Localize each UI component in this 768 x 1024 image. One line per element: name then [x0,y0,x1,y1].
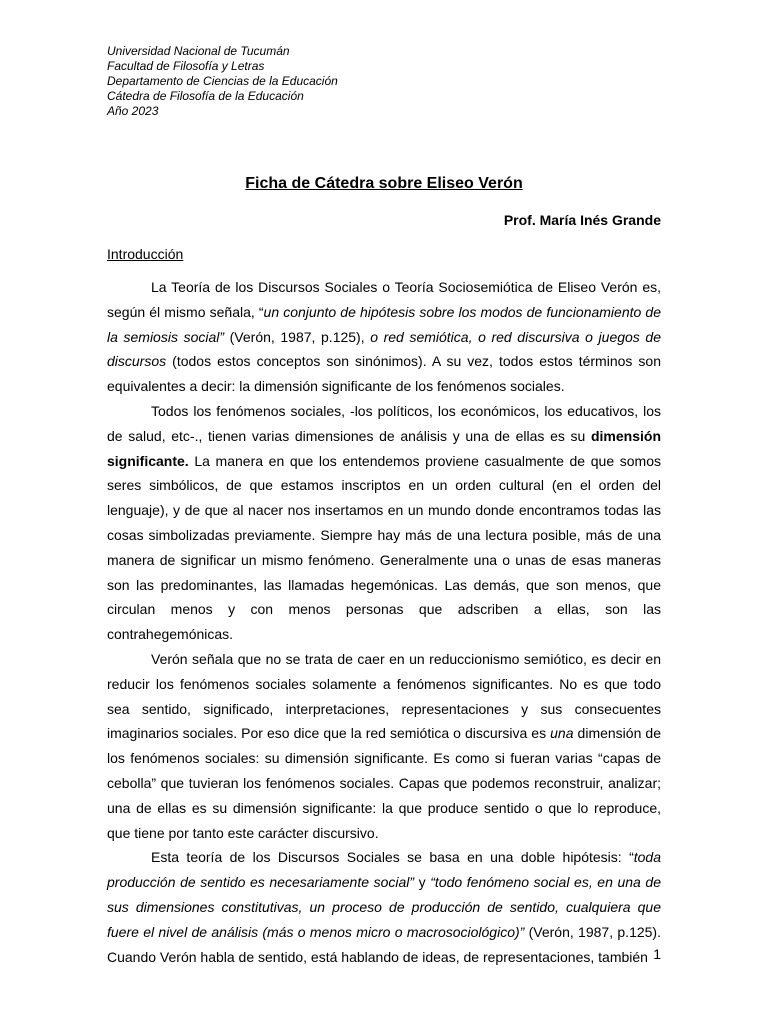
institution-header [107,44,338,119]
paragraph-4-text-1: Esta teoría de los Discursos Sociales se basa en una doble hipótesis: “ [151,849,634,866]
paragraph-2-text-2: La manera en que los entendemos proviene casualmente de que somos seres simbólicos, de que estamos inscriptos en un orden cultural (en el orden del lenguaje), y de que al nacer nos insertamos en un mundo donde encontramos todas las cosas simbolizadas previamente. Siempre hay más de una lectura posible, más de una manera de significar un mismo fenómeno. Generalmente una o unas de esas maneras son las predominantes, las llamadas hegemónicas. Las demás, que son menos, que circulan menos y con menos personas que adscriben a ellas, son las contrahegemónicas. [107,452,661,643]
document-author: Prof. María Inés Grande [503,212,661,228]
paragraph-2-text-1: Todos los fenómenos sociales, -los políticos, los económicos, los educativos, los de salud, etc-., tienen varias dimensiones de análisis y una de ellas es su [107,402,661,444]
section-heading-introduction: Introducción [107,246,184,262]
header-line-department: Departamento de Ciencias de la Educación [107,74,338,88]
paragraph-3-text-1: Verón señala que no se trata de caer en un reduccionismo semiótico, es decir en reducir los fenómenos sociales solamente a fenómenos significantes. No es que todo sea sentido, significado, interpretaciones, representaciones y sus consecuentes imaginarios sociales. Por eso dice que la red semiótica o discursiva es [107,650,661,742]
paragraph-4-quote-1: toda producción de sentido es necesariamente social” [107,849,661,891]
paragraph-4-connector: y [414,874,431,891]
paragraph-1-italic-terms: o red semiótica, o red discursiva o juegos de discursos [107,328,661,370]
paragraph-2 [107,399,661,647]
header-line-faculty: Facultad de Filosofía y Letras [107,59,265,73]
header-line-chair: Cátedra de Filosofía de la Educación [107,89,304,103]
paragraph-1-text-1: La Teoría de los Discursos Sociales o Teoría Sociosemiótica de Eliseo Verón es, según él mismo señala, “ [107,279,661,320]
header-line-university: Universidad Nacional de Tucumán [107,44,290,58]
paragraph-1-quote: un conjunto de hipótesis sobre los modos de funcionamiento de la semiosis social” [107,303,661,345]
paragraph-4-quote-2: “todo fenómeno social es, en una de sus dimensiones constitutivas, un proceso de producción de sentido, cualquiera que fuere el nivel de análisis (más o menos micro o macrosociológico)” [107,874,662,940]
paragraph-3-italic-word: una [550,725,574,742]
paragraph-1-citation: (Verón, 1987, p.125), [224,328,371,345]
paragraph-3 [107,647,661,845]
paragraph-4-text-2: (Verón, 1987, p.125). Cuando Verón habla de sentido, está hablando de ideas, de representaciones, también [107,923,661,965]
paragraph-1 [107,275,661,399]
paragraph-1-text-2: (todos estos conceptos son sinónimos). A su vez, todos estos términos son equivalentes a decir: la dimensión significante de los fenómenos sociales. [107,353,661,395]
header-line-year: Año 2023 [107,104,159,118]
page-number: 1 [653,946,661,962]
paragraph-4 [107,845,661,969]
paragraph-3-text-2: dimensión de los fenómenos sociales: su dimensión significante. Es como si fueran varias “capas de cebolla” que tuvieran los fenómenos sociales. Capas que podemos reconstruir, analizar; una de ellas es su dimensión significante: la que produce sentido o que lo reproduce, que tiene por tanto este carácter discursivo. [107,725,661,841]
document-body [107,275,661,969]
document-title: Ficha de Cátedra sobre Eliseo Verón [245,175,523,192]
paragraph-2-bold-term: dimensión significante. [107,427,661,469]
